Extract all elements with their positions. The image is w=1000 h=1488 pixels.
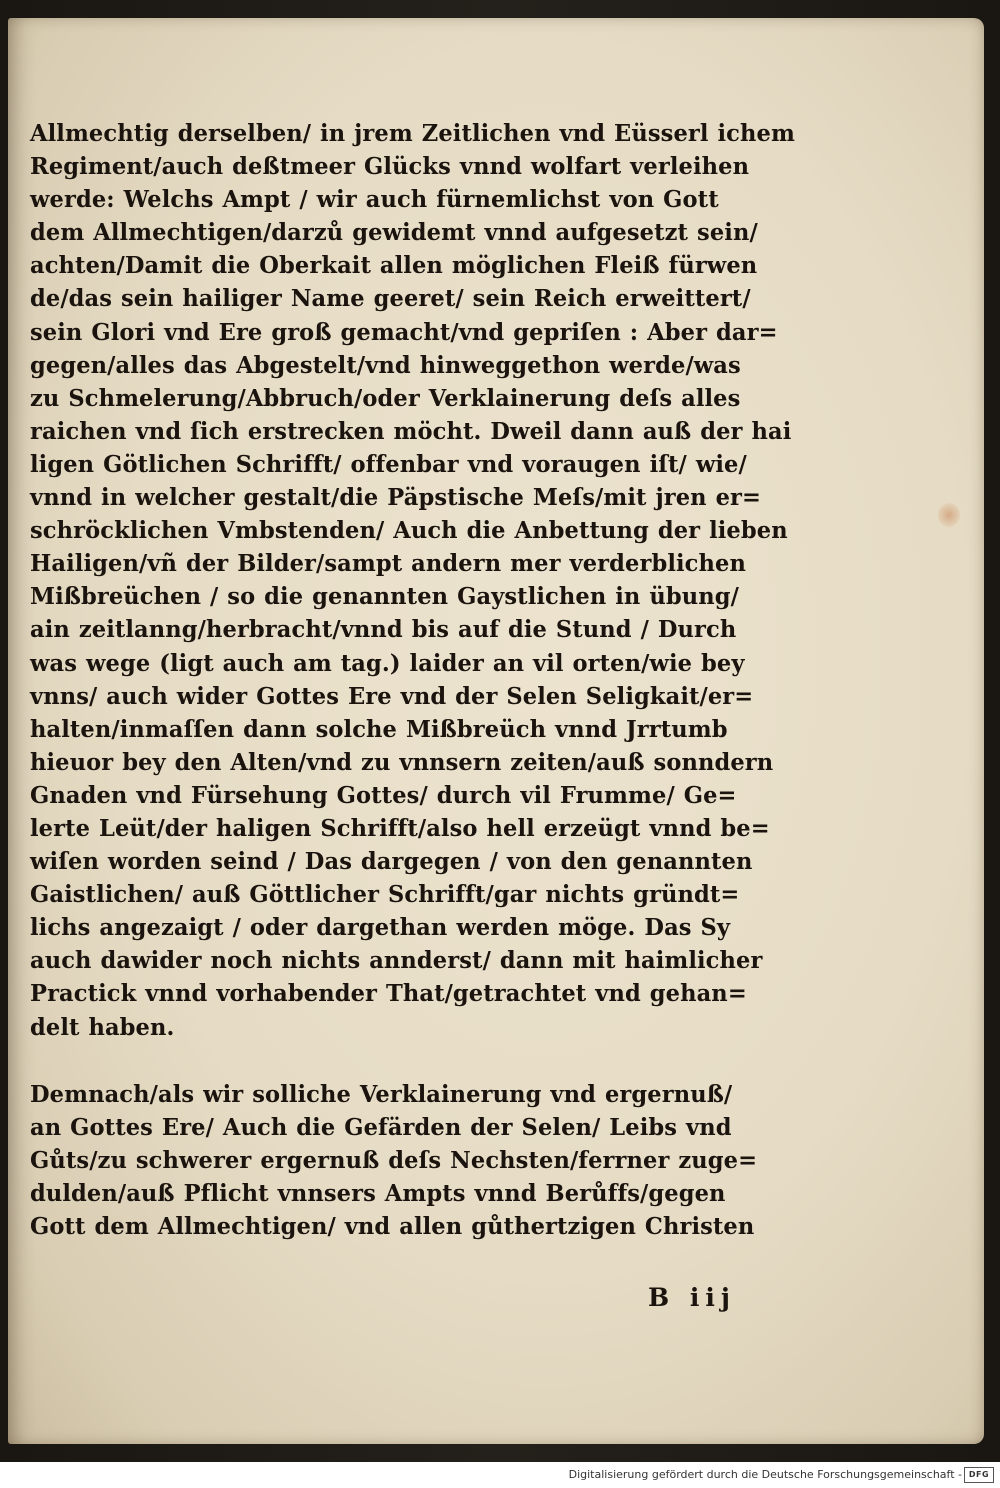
- text-line: Gott dem Allmechtigen/ vnd allen gůthertzigen Christen: [30, 1213, 755, 1240]
- text-line: Allmechtig derselben/ in jrem Zeitlichen vnd Eüsserl ichem: [30, 120, 795, 147]
- text-line: Regiment/auch deßtmeer Glücks vnnd wolfart verleihen: [30, 153, 750, 181]
- text-line: lerte Leüt/der haligen Schrifft/also hell erzeügt vnnd be=: [30, 814, 770, 842]
- digitization-credit: Digitalisierung gefördert durch die Deutsche Forschungsgemeinschaft -: [568, 1468, 962, 1481]
- text-line: Mißbreüchen / so die genannten Gaystlichen in übung/: [30, 583, 739, 611]
- text-line: ain zeitlanng/herbracht/vnnd bis auf die Stund / Durch: [30, 616, 737, 644]
- text-line: lichs angezaigt / oder dargethan werden möge. Das Sy: [30, 914, 731, 942]
- text-line: vnns/ auch wider Gottes Ere vnd der Selen Seligkait/er=: [30, 682, 754, 710]
- text-line: auch dawider noch nichts annderst/ dann mit haimlicher: [30, 947, 763, 975]
- page-text: [30, 92, 840, 1243]
- text-line: an Gottes Ere/ Auch die Gefärden der Selen/ Leibs vnd: [30, 1113, 732, 1141]
- text-line: Gnaden vnd Fürsehung Gottes/ durch vil Frumme/ Ge=: [30, 781, 737, 809]
- text-line: ligen Götlichen Schrifft/ offenbar vnd voraugen iſt/ wie/: [30, 450, 747, 478]
- signature-mark: B iij: [648, 1283, 736, 1312]
- text-line: Practick vnnd vorhabender That/getrachtet vnd gehan=: [30, 980, 747, 1008]
- text-line: Gůts/zu schwerer ergernuß deſs Nechsten/ferrner zuge=: [30, 1146, 758, 1174]
- text-line: raichen vnd ſich erstrecken möcht. Dweil dann auß der hai: [30, 417, 792, 445]
- text-line: schröcklichen Vmbstenden/ Auch die Anbettung der lieben: [30, 517, 788, 545]
- text-line: gegen/alles das Abgestelt/vnd hinweggethon werde/was: [30, 351, 741, 379]
- text-line: zu Schmelerung/Abbruch/oder Verklainerung deſs alles: [30, 384, 741, 412]
- text-line: dem Allmechtigen/darzů gewidemt vnnd aufgesetzt sein/: [30, 219, 758, 247]
- text-line: Demnach/als wir solliche Verklainerung vnd ergernuß/: [30, 1080, 733, 1108]
- text-line: hieuor bey den Alten/vnd zu vnnsern zeiten/auß sonndern: [30, 748, 774, 776]
- text-line: achten/Damit die Oberkait allen möglichen Fleiß fürwen: [30, 252, 758, 280]
- text-line: wiſen worden seind / Das dargegen / von den genannten: [30, 848, 753, 876]
- text-line: de/das sein hailiger Name geeret/ sein Reich erweittert/: [30, 285, 751, 313]
- text-line: werde: Welchs Ampt / wir auch fürnemlichst von Gott: [30, 186, 719, 214]
- book-page: [8, 18, 984, 1444]
- text-line: Hailigen/vñ der Bilder/sampt andern mer verderblichen: [30, 550, 746, 578]
- paper-stain: [938, 503, 960, 527]
- text-line: dulden/auß Pflicht vnnsers Ampts vnnd Berůffs/gegen: [30, 1179, 726, 1207]
- text-line: was wege (ligt auch am tag.) laider an vil orten/wie bey: [30, 649, 745, 677]
- footer-bar: [0, 1462, 1000, 1488]
- dfg-logo-icon: DFG: [964, 1467, 994, 1483]
- text-line: Gaistlichen/ auß Göttlicher Schrifft/gar nichts gründt=: [30, 881, 740, 909]
- paragraph-1: [30, 117, 840, 1044]
- text-line: sein Glori vnd Ere groß gemacht/vnd gepriſen : Aber dar=: [30, 318, 778, 346]
- text-line: vnnd in welcher gestalt/die Päpstische Meſs/mit jren er=: [30, 484, 762, 512]
- paragraph-2: [30, 1078, 840, 1243]
- text-line: halten/inmaſſen dann solche Mißbreüch vnnd Jrrtumb: [30, 715, 728, 743]
- text-line: delt haben.: [30, 1013, 175, 1041]
